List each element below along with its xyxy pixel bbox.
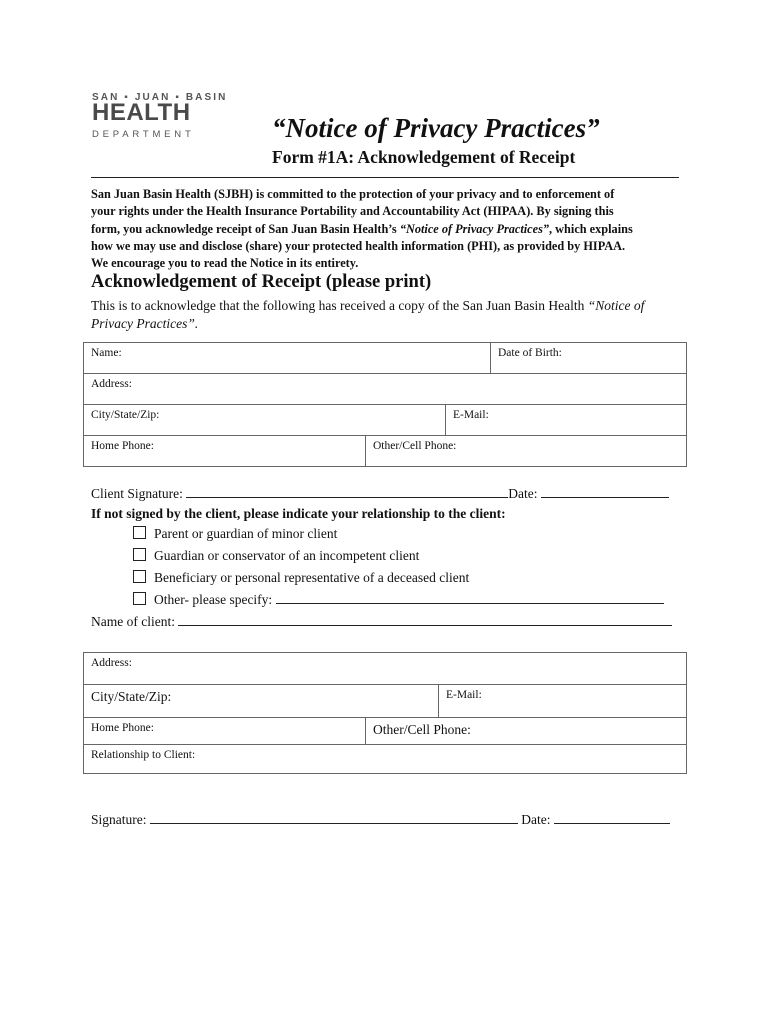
- notice-title-ref: “Notice of: [587, 298, 645, 313]
- checkbox[interactable]: [133, 548, 146, 561]
- rep-home-phone-field[interactable]: [84, 718, 366, 745]
- client-signature-label: Client Signature:: [91, 486, 183, 501]
- rep-cell-phone-field[interactable]: [366, 718, 687, 745]
- client-signature-row: [91, 486, 669, 502]
- client-info-table: [83, 342, 687, 467]
- date-line[interactable]: [554, 813, 670, 824]
- other-specify-line[interactable]: [276, 593, 664, 604]
- rep-address-field[interactable]: [84, 653, 687, 685]
- option-label: Other- please specify:: [154, 592, 273, 607]
- signature-line[interactable]: [150, 813, 518, 824]
- ack-line: [91, 297, 691, 315]
- client-signature-line[interactable]: [186, 487, 508, 498]
- intro-line: San Juan Basin Health (SJBH) is committed to the protection of your privacy and to enforcement of: [91, 187, 615, 201]
- logo-line-top: SAN ▪ JUAN ▪ BASIN: [92, 92, 228, 103]
- rep-address-label: Address:: [91, 657, 132, 669]
- rep-home-phone-label: Home Phone:: [91, 722, 154, 734]
- rep-email-field[interactable]: [439, 685, 687, 718]
- dob-field[interactable]: [491, 343, 687, 374]
- health-department-logo: [92, 92, 228, 142]
- home-phone-label: Home Phone:: [91, 440, 154, 452]
- signature-label: Signature:: [91, 812, 147, 827]
- cell-phone-label: Other/Cell Phone:: [373, 440, 457, 452]
- rep-email-label: E-Mail:: [446, 689, 482, 701]
- not-signed-instruction: If not signed by the client, please indicate your relationship to the client:: [91, 506, 506, 521]
- acknowledgement-text: [91, 297, 691, 333]
- option-guardian-conservator[interactable]: [133, 548, 419, 564]
- option-other[interactable]: [133, 592, 664, 608]
- address-field[interactable]: [84, 374, 687, 405]
- city-state-zip-label: City/State/Zip:: [91, 409, 160, 421]
- section-heading: Acknowledgement of Receipt (please print): [91, 272, 432, 292]
- relationship-field[interactable]: [84, 745, 687, 774]
- signature-row: [91, 812, 670, 828]
- name-of-client-line[interactable]: [178, 615, 672, 626]
- dob-label: Date of Birth:: [498, 347, 562, 359]
- intro-text: form, you acknowledge receipt of San Juan Basin Health’s: [91, 221, 400, 236]
- home-phone-field[interactable]: [84, 436, 366, 467]
- form-subtitle: Form #1A: Acknowledgement of Receipt: [272, 147, 576, 167]
- notice-title-ref: “Notice of Privacy Practices”: [399, 221, 550, 236]
- city-state-zip-field[interactable]: [84, 405, 446, 436]
- email-field[interactable]: [446, 405, 687, 436]
- intro-paragraph: [91, 186, 683, 272]
- cell-phone-field[interactable]: [366, 436, 687, 467]
- name-field[interactable]: [84, 343, 491, 374]
- date-label: Date:: [521, 812, 551, 827]
- intro-line: how we may use and disclose (share) your protected health information (PHI), as provided by HIPAA.: [91, 238, 626, 253]
- intro-line: your rights under the Health Insurance Portability and Accountability Act (HIPAA). By signing this: [91, 204, 614, 219]
- intro-line: We encourage you to read the Notice in its entirety.: [91, 256, 359, 271]
- rep-city-state-zip-label: City/State/Zip:: [91, 689, 172, 704]
- intro-text: , which explains: [549, 221, 633, 236]
- logo-line-health: HEALTH: [92, 99, 191, 126]
- option-label: Parent or guardian of minor client: [154, 526, 338, 541]
- checkbox[interactable]: [133, 526, 146, 539]
- option-beneficiary[interactable]: [133, 570, 469, 586]
- page-title: “Notice of Privacy Practices”: [272, 113, 600, 143]
- email-label: E-Mail:: [453, 409, 489, 421]
- ack-line: [91, 315, 691, 333]
- relationship-label: Relationship to Client:: [91, 749, 196, 761]
- ack-text: This is to acknowledge that the following has received a copy of the San Juan Basin Health: [91, 298, 588, 313]
- client-date-line[interactable]: [541, 487, 669, 498]
- checkbox[interactable]: [133, 570, 146, 583]
- header-divider: [91, 177, 679, 178]
- option-label: Beneficiary or personal representative of a deceased client: [154, 570, 470, 585]
- checkbox[interactable]: [133, 592, 146, 605]
- representative-info-table: [83, 652, 687, 774]
- option-label: Guardian or conservator of an incompetent client: [154, 548, 420, 563]
- option-parent-guardian[interactable]: [133, 526, 337, 542]
- name-of-client-label: Name of client:: [91, 614, 175, 629]
- logo-line-department: DEPARTMENT: [92, 129, 195, 140]
- name-of-client-row: [91, 614, 672, 630]
- date-label: Date:: [508, 486, 538, 501]
- rep-cell-phone-label: Other/Cell Phone:: [373, 722, 471, 737]
- rep-city-state-zip-field[interactable]: [84, 685, 439, 718]
- intro-line: [91, 221, 683, 238]
- name-label: Name:: [91, 347, 122, 359]
- address-label: Address:: [91, 378, 132, 390]
- notice-title-ref: Privacy Practices”.: [91, 316, 199, 331]
